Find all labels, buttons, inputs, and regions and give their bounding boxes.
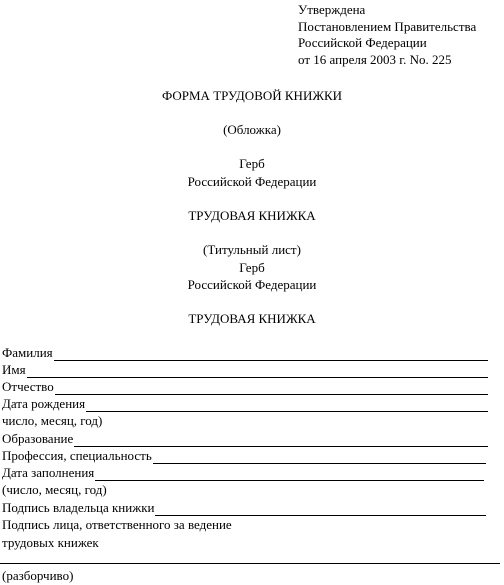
responsible-signature-label-line2: трудовых книжек <box>2 535 99 550</box>
patronymic-underline[interactable] <box>55 382 488 395</box>
name-label: Имя <box>2 362 26 377</box>
owner-signature-label: Подпись владельца книжки <box>2 500 155 515</box>
profession-label: Профессия, специальность <box>2 448 152 463</box>
fill-date-field[interactable] <box>2 464 484 481</box>
title-page-caption: (Титульный лист) <box>203 242 301 257</box>
fill-date-underline[interactable] <box>95 468 484 481</box>
surname-underline[interactable] <box>54 348 488 361</box>
cover-caption: (Обложка) <box>223 122 281 137</box>
title-page-emblem: Герб <box>239 260 265 275</box>
title-page-country: Российской Федерации <box>187 277 317 292</box>
profession-underline[interactable] <box>153 451 486 464</box>
form-title: ФОРМА ТРУДОВОЙ КНИЖКИ <box>161 88 343 103</box>
approval-line-resolution: Постановлением Правительства <box>298 18 477 34</box>
cover-emblem: Герб <box>239 156 265 171</box>
birth-date-field[interactable] <box>2 395 488 412</box>
cover-country: Российской Федерации <box>187 174 317 189</box>
patronymic-label: Отчество <box>2 379 54 394</box>
approval-line-date: от 16 апреля 2003 г. No. 225 <box>298 51 452 67</box>
education-field[interactable] <box>2 430 488 447</box>
name-underline[interactable] <box>27 365 488 378</box>
birth-date-underline[interactable] <box>86 399 488 412</box>
patronymic-field[interactable] <box>2 378 488 395</box>
surname-label: Фамилия <box>2 345 53 360</box>
education-underline[interactable] <box>74 434 488 447</box>
owner-signature-underline[interactable] <box>155 503 486 516</box>
cover-title: ТРУДОВАЯ КНИЖКА <box>188 208 316 223</box>
approval-line-approved: Утверждена <box>298 2 366 17</box>
fill-date-note: (число, месяц, год) <box>2 482 107 497</box>
owner-signature-field[interactable] <box>2 499 486 516</box>
birth-date-note: число, месяц, год) <box>2 413 103 428</box>
approval-line-country: Российской Федерации <box>298 35 427 50</box>
title-page-title: ТРУДОВАЯ КНИЖКА <box>188 311 316 326</box>
responsible-signature-underline[interactable] <box>0 563 500 564</box>
education-label: Образование <box>2 431 74 446</box>
birth-date-label: Дата рождения <box>2 396 86 411</box>
surname-field[interactable] <box>2 344 488 361</box>
responsible-signature-label-line1: Подпись лица, ответственного за ведение <box>2 517 232 532</box>
approval-block <box>298 2 476 68</box>
fill-date-label: Дата заполнения <box>2 465 95 480</box>
legible-note: (разборчиво) <box>2 568 74 583</box>
name-field[interactable] <box>2 361 488 378</box>
profession-field[interactable] <box>2 447 486 464</box>
